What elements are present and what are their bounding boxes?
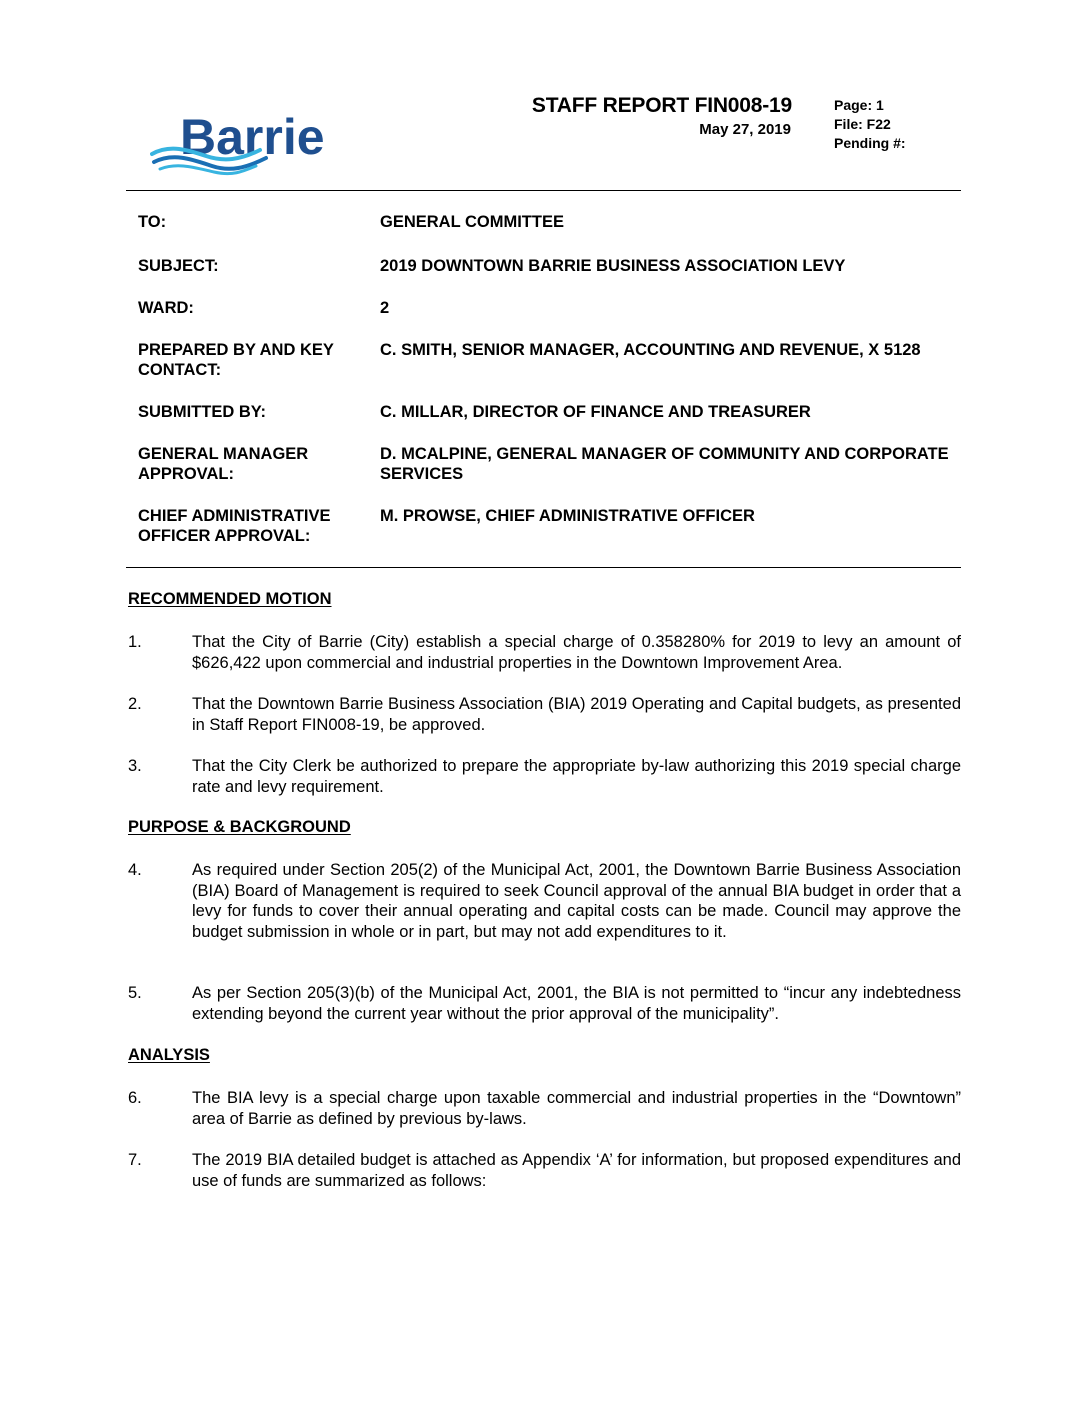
field-label: CHIEF ADMINISTRATIVE OFFICER APPROVAL: [138,507,331,545]
field-label: GENERAL MANAGER APPROVAL: [138,445,309,483]
paragraph-number: 3. [128,757,142,775]
divider-bottom [126,567,961,568]
field-value: C. SMITH, SENIOR MANAGER, ACCOUNTING AND REVENUE, X 5128 [380,341,921,359]
divider-top [126,190,961,191]
heading-purpose-background: PURPOSE & BACKGROUND [128,818,351,836]
paragraph-number: 2. [128,695,142,713]
paragraph-text: As required under Section 205(2) of the Municipal Act, 2001, the Downtown Barrie Business Association (BIA) Board of Management is required to seek Council approval of the annual BIA budget in order that a levy for funds to cover their annual operating and capital costs can be made. Council may approve the budget submission in whole or in part, but may not add expenditures to it. [192,861,961,941]
paragraph-text: The 2019 BIA detailed budget is attached as Appendix ‘A’ for information, but proposed expenditures and use of funds are summarized as follows: [192,1151,961,1190]
field-value: 2 [380,299,390,317]
field-value: GENERAL COMMITTEE [380,213,564,231]
paragraph-text: That the Downtown Barrie Business Association (BIA) 2019 Operating and Capital budgets, as presented in Staff Report FIN008-19, be approved. [192,695,961,734]
paragraph-number: 4. [128,861,142,879]
heading-analysis: ANALYSIS [128,1046,210,1064]
pending-number: Pending #: [834,135,906,151]
barrie-logo [150,106,350,182]
paragraph-text: As per Section 205(3)(b) of the Municipal Act, 2001, the BIA is not permitted to “incur any indebtedness extending beyond the current year without the prior approval of the municipality”. [192,984,961,1023]
heading-recommended-motion: RECOMMENDED MOTION [128,590,332,608]
field-value: M. PROWSE, CHIEF ADMINISTRATIVE OFFICER [380,507,755,525]
paragraph-text: The BIA levy is a special charge upon taxable commercial and industrial properties in the “Downtown” area of Barrie as defined by previous by-laws. [192,1089,961,1128]
paragraph-number: 6. [128,1089,142,1107]
field-label: SUBMITTED BY: [138,403,267,421]
paragraph-number: 1. [128,633,142,651]
paragraph-text: That the City of Barrie (City) establish a special charge of 0.358280% for 2019 to levy an amount of $626,422 upon commercial and industrial properties in the Downtown Improvement Area. [192,633,961,672]
field-label: SUBJECT: [138,257,219,275]
field-label: PREPARED BY AND KEY CONTACT: [138,341,334,379]
field-label: TO: [138,213,167,231]
paragraph-number: 7. [128,1151,142,1169]
page-number: Page: 1 [834,97,884,113]
logo-wordmark: Barrie [180,109,325,165]
field-label: WARD: [138,299,194,317]
report-meta [834,96,906,153]
paragraph-number: 5. [128,984,142,1002]
paragraph-text: That the City Clerk be authorized to prepare the appropriate by-law authorizing this 2019 special charge rate and levy requirement. [192,757,961,796]
field-value: C. MILLAR, DIRECTOR OF FINANCE AND TREASURER [380,403,811,421]
report-title: STAFF REPORT FIN008-19 [531,94,792,117]
report-date: May 27, 2019 [699,121,791,138]
field-value: 2019 DOWNTOWN BARRIE BUSINESS ASSOCIATION LEVY [380,257,846,275]
file-number: File: F22 [834,116,891,132]
field-value: D. MCALPINE, GENERAL MANAGER OF COMMUNITY AND CORPORATE SERVICES [380,445,949,483]
